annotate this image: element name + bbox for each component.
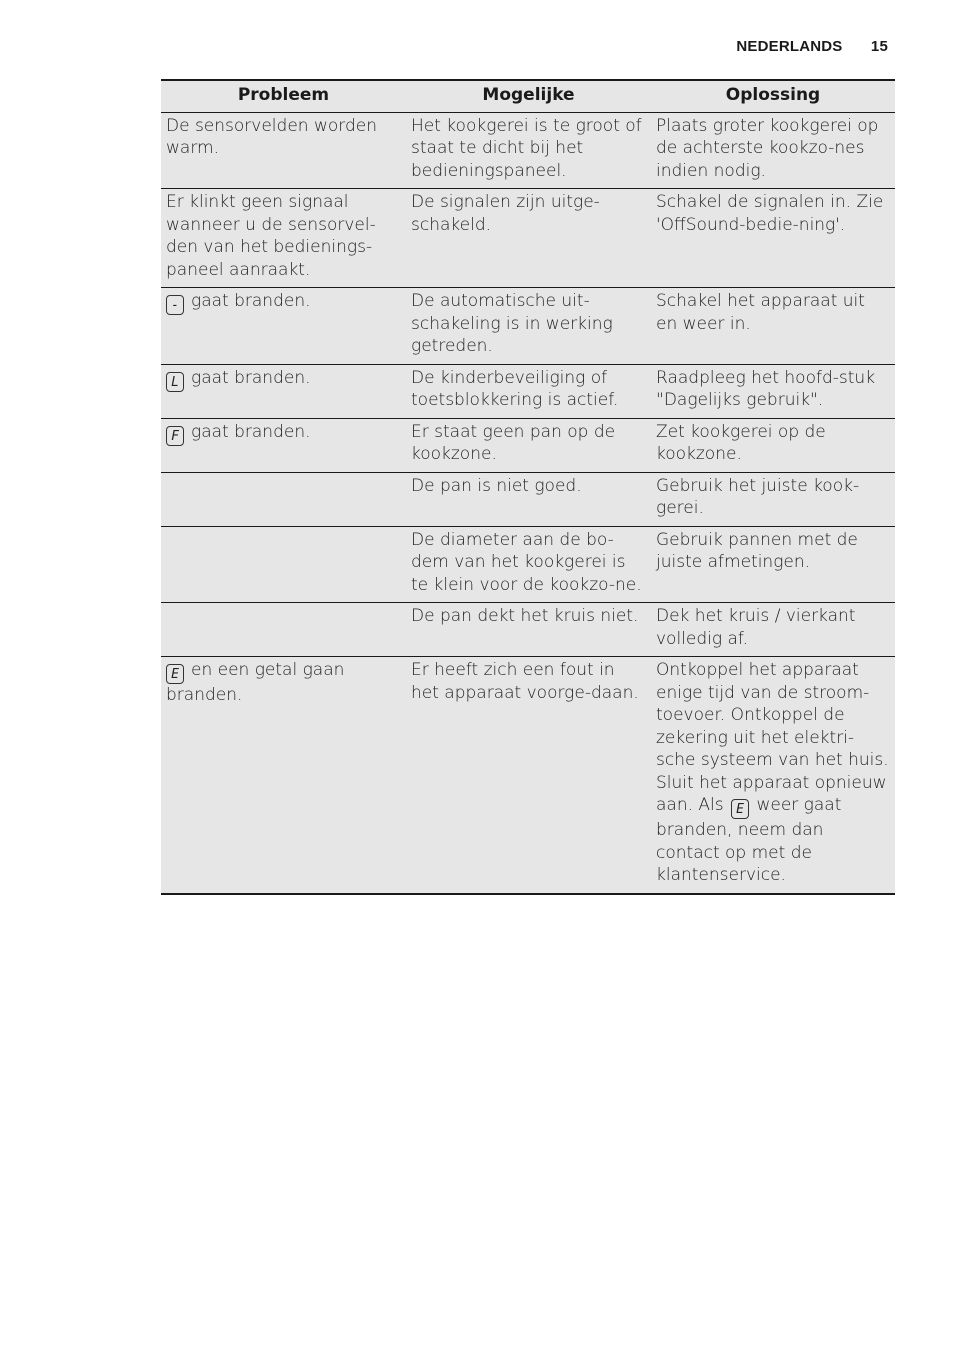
solution-cell: Schakel de signalen in. Zie 'OffSound-bedie-ning'.	[651, 189, 895, 288]
table-header-row	[161, 80, 895, 112]
problem-text: en een getal gaan branden.	[166, 660, 345, 705]
solution-text-part1: Ontkoppel het apparaat enige tijd van de stroom-toevoer. Ontkoppel de zekering uit het elektri-sche systeem van het huis. Sluit het apparaat opnieuw aan. Als	[656, 660, 889, 815]
solution-cell	[651, 657, 895, 894]
page-header	[736, 38, 888, 55]
table-row	[161, 603, 895, 657]
cause-cell: Er heeft zich een fout in het apparaat voorge-daan.	[406, 657, 651, 894]
display-symbol-icon: -	[166, 295, 184, 315]
table-row	[161, 189, 895, 288]
problem-cell: De sensorvelden worden warm.	[161, 112, 406, 189]
cause-cell: De diameter aan de bo-dem van het kookgerei is te klein voor de kookzo-ne.	[406, 526, 651, 603]
solution-cell: Raadpleeg het hoofd-stuk "Dagelijks gebruik".	[651, 364, 895, 418]
solution-cell: Gebruik het juiste kook-gerei.	[651, 472, 895, 526]
solution-cell: Plaats groter kookgerei op de achterste kookzo-nes indien nodig.	[651, 112, 895, 189]
cause-cell: De kinderbeveiliging of toetsblokkering is actief.	[406, 364, 651, 418]
display-symbol-icon: E	[731, 799, 749, 819]
table-row	[161, 418, 895, 472]
troubleshooting-table	[161, 79, 895, 895]
problem-cell	[161, 418, 406, 472]
problem-cell	[161, 526, 406, 603]
cause-cell: De pan is niet goed.	[406, 472, 651, 526]
solution-cell: Zet kookgerei op de kookzone.	[651, 418, 895, 472]
solution-cell: Gebruik pannen met de juiste afmetingen.	[651, 526, 895, 603]
cause-cell: De pan dekt het kruis niet.	[406, 603, 651, 657]
problem-text: gaat branden.	[191, 421, 311, 442]
language-label: NEDERLANDS	[736, 38, 843, 55]
column-header-solution: Oplossing	[651, 80, 895, 112]
display-symbol-icon: E	[166, 664, 184, 684]
table-row	[161, 526, 895, 603]
solution-text-part2: weer gaat branden, neem dan contact op met de klantenservice.	[656, 795, 842, 885]
display-symbol-icon: L	[166, 372, 184, 392]
problem-text: gaat branden.	[191, 291, 311, 311]
problem-text: gaat branden.	[191, 367, 311, 388]
column-header-problem: Probleem	[161, 80, 406, 112]
problem-cell: Er klinkt geen signaal wanneer u de sensorvel-den van het bedienings-paneel aanraakt.	[161, 189, 406, 288]
problem-cell	[161, 288, 406, 365]
cause-cell: De automatische uit-schakeling is in werking getreden.	[406, 288, 651, 365]
column-header-cause: Mogelijke	[406, 80, 651, 112]
page-number: 15	[870, 38, 888, 55]
problem-cell	[161, 472, 406, 526]
table-row	[161, 657, 895, 894]
cause-cell: De signalen zijn uitge-schakeld.	[406, 189, 651, 288]
table-row	[161, 472, 895, 526]
problem-cell	[161, 657, 406, 894]
cause-cell: Het kookgerei is te groot of staat te dicht bij het bedieningspaneel.	[406, 112, 651, 189]
problem-cell	[161, 603, 406, 657]
table-row	[161, 288, 895, 365]
display-symbol-icon: F	[166, 426, 184, 446]
table-row	[161, 364, 895, 418]
problem-cell	[161, 364, 406, 418]
cause-cell: Er staat geen pan op de kookzone.	[406, 418, 651, 472]
solution-cell: Dek het kruis / vierkant volledig af.	[651, 603, 895, 657]
table-row	[161, 112, 895, 189]
solution-cell: Schakel het apparaat uit en weer in.	[651, 288, 895, 365]
